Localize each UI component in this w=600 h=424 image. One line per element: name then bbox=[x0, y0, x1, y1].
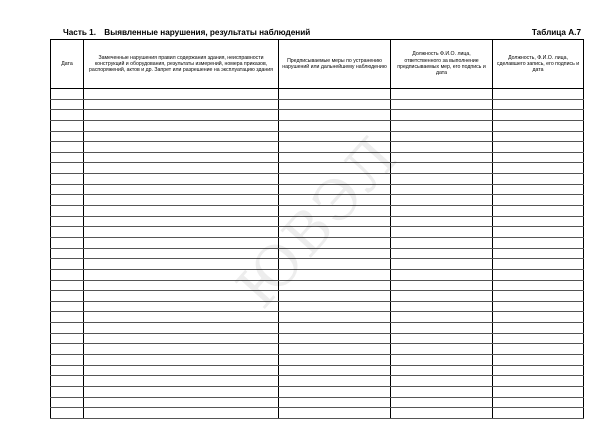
table-cell bbox=[391, 206, 493, 217]
violations-table bbox=[50, 39, 584, 419]
watermark: ЮВЭЛ bbox=[224, 124, 411, 321]
table-cell bbox=[493, 89, 584, 100]
table-cell bbox=[493, 184, 584, 195]
table-cell bbox=[51, 291, 84, 302]
table-cell bbox=[493, 269, 584, 280]
table-cell bbox=[51, 237, 84, 248]
table-cell bbox=[84, 216, 279, 227]
table-cell bbox=[493, 280, 584, 291]
column-header-measures: Предписываемые меры по устранению нарушений или дальнейшему наблюдению bbox=[279, 40, 391, 89]
table-cell bbox=[84, 163, 279, 174]
table-cell bbox=[279, 312, 391, 323]
table-cell bbox=[279, 365, 391, 376]
table-cell bbox=[279, 174, 391, 185]
table-cell bbox=[84, 195, 279, 206]
table-cell bbox=[279, 110, 391, 121]
table-row bbox=[51, 291, 584, 302]
table-row bbox=[51, 206, 584, 217]
table-cell bbox=[51, 163, 84, 174]
table-cell bbox=[279, 269, 391, 280]
table-cell bbox=[51, 397, 84, 408]
table-cell bbox=[84, 269, 279, 280]
table-cell bbox=[391, 269, 493, 280]
table-cell bbox=[493, 131, 584, 142]
table-cell bbox=[493, 99, 584, 110]
table-row bbox=[51, 131, 584, 142]
table-cell bbox=[391, 237, 493, 248]
table-cell bbox=[279, 216, 391, 227]
table-cell bbox=[493, 174, 584, 185]
table-cell bbox=[51, 195, 84, 206]
table-cell bbox=[493, 344, 584, 355]
table-cell bbox=[493, 355, 584, 366]
table-cell bbox=[51, 110, 84, 121]
table-cell bbox=[391, 184, 493, 195]
table-cell bbox=[51, 152, 84, 163]
table-cell bbox=[493, 312, 584, 323]
table-row bbox=[51, 408, 584, 419]
table-cell bbox=[493, 142, 584, 153]
table-cell bbox=[84, 259, 279, 270]
table-row bbox=[51, 89, 584, 100]
table-cell bbox=[84, 291, 279, 302]
table-cell bbox=[493, 195, 584, 206]
table-cell bbox=[391, 355, 493, 366]
table-cell bbox=[51, 386, 84, 397]
table-cell bbox=[279, 131, 391, 142]
table-row bbox=[51, 184, 584, 195]
table-cell bbox=[279, 152, 391, 163]
table-cell bbox=[51, 227, 84, 238]
table-cell bbox=[391, 280, 493, 291]
table-row bbox=[51, 216, 584, 227]
table-cell bbox=[51, 344, 84, 355]
table-cell bbox=[493, 216, 584, 227]
table-cell bbox=[84, 142, 279, 153]
table-cell bbox=[391, 323, 493, 334]
table-row bbox=[51, 269, 584, 280]
table-cell bbox=[391, 227, 493, 238]
table-cell bbox=[279, 301, 391, 312]
table-row bbox=[51, 397, 584, 408]
table-number: Таблица А.7 bbox=[531, 28, 581, 37]
table-cell bbox=[493, 206, 584, 217]
table-cell bbox=[493, 408, 584, 419]
table-cell bbox=[84, 301, 279, 312]
table-cell bbox=[279, 237, 391, 248]
table-cell bbox=[51, 142, 84, 153]
table-cell bbox=[493, 120, 584, 131]
table-cell bbox=[279, 163, 391, 174]
table-cell bbox=[279, 89, 391, 100]
table-cell bbox=[391, 99, 493, 110]
table-row bbox=[51, 248, 584, 259]
table-cell bbox=[279, 142, 391, 153]
table-cell bbox=[84, 89, 279, 100]
table-cell bbox=[493, 259, 584, 270]
table-cell bbox=[279, 333, 391, 344]
table-row bbox=[51, 344, 584, 355]
table-cell bbox=[51, 408, 84, 419]
table-cell bbox=[51, 312, 84, 323]
table-cell bbox=[51, 206, 84, 217]
table-cell bbox=[279, 120, 391, 131]
table-row bbox=[51, 120, 584, 131]
table-cell bbox=[493, 237, 584, 248]
table-cell bbox=[391, 142, 493, 153]
table-row bbox=[51, 323, 584, 334]
table-cell bbox=[391, 386, 493, 397]
table-row bbox=[51, 355, 584, 366]
table-body bbox=[51, 89, 584, 419]
table-cell bbox=[51, 89, 84, 100]
table-row bbox=[51, 163, 584, 174]
table-row bbox=[51, 376, 584, 387]
table-cell bbox=[84, 280, 279, 291]
table-cell bbox=[84, 131, 279, 142]
table-cell bbox=[391, 110, 493, 121]
table-cell bbox=[84, 333, 279, 344]
table-cell bbox=[84, 344, 279, 355]
table-cell bbox=[279, 227, 391, 238]
column-header-responsible: Должность Ф.И.О. лица, ответственного за выполнение предписываемых мер, его подпись и дата bbox=[391, 40, 493, 89]
table-cell bbox=[51, 259, 84, 270]
table-cell bbox=[391, 301, 493, 312]
column-header-date: Дата bbox=[51, 40, 84, 89]
table-cell bbox=[279, 184, 391, 195]
table-cell bbox=[84, 386, 279, 397]
table-row bbox=[51, 301, 584, 312]
table-cell bbox=[84, 355, 279, 366]
table-cell bbox=[51, 248, 84, 259]
table-cell bbox=[391, 131, 493, 142]
table-cell bbox=[493, 365, 584, 376]
table-cell bbox=[84, 184, 279, 195]
table-row bbox=[51, 259, 584, 270]
table-cell bbox=[84, 323, 279, 334]
table-cell bbox=[51, 365, 84, 376]
table-cell bbox=[279, 280, 391, 291]
table-cell bbox=[391, 365, 493, 376]
table-cell bbox=[279, 259, 391, 270]
table-cell bbox=[493, 291, 584, 302]
table-cell bbox=[84, 248, 279, 259]
table-cell bbox=[51, 355, 84, 366]
table-cell bbox=[51, 269, 84, 280]
table-cell bbox=[279, 248, 391, 259]
table-cell bbox=[279, 195, 391, 206]
table-row bbox=[51, 110, 584, 121]
table-cell bbox=[51, 184, 84, 195]
table-cell bbox=[391, 376, 493, 387]
table-cell bbox=[391, 174, 493, 185]
table-cell bbox=[51, 216, 84, 227]
table-cell bbox=[84, 99, 279, 110]
table-row bbox=[51, 386, 584, 397]
section-title: Выявленные нарушения, результаты наблюдений bbox=[104, 28, 311, 37]
table-cell bbox=[84, 227, 279, 238]
table-row bbox=[51, 312, 584, 323]
table-cell bbox=[84, 174, 279, 185]
table-cell bbox=[279, 206, 391, 217]
table-cell bbox=[279, 355, 391, 366]
column-header-recorder: Должность, Ф.И.О. лица, сделавшего запись, его подпись и дата bbox=[493, 40, 584, 89]
table-cell bbox=[279, 291, 391, 302]
table-cell bbox=[279, 323, 391, 334]
table-row bbox=[51, 152, 584, 163]
table-cell bbox=[391, 344, 493, 355]
table-cell bbox=[279, 99, 391, 110]
table-cell bbox=[84, 376, 279, 387]
table-cell bbox=[51, 280, 84, 291]
table-cell bbox=[279, 386, 391, 397]
table-cell bbox=[493, 397, 584, 408]
table-cell bbox=[51, 99, 84, 110]
table-cell bbox=[391, 89, 493, 100]
table-cell bbox=[84, 120, 279, 131]
table-cell bbox=[279, 408, 391, 419]
table-cell bbox=[493, 333, 584, 344]
table-cell bbox=[51, 323, 84, 334]
table-header-row bbox=[51, 40, 584, 89]
table-cell bbox=[84, 408, 279, 419]
table-cell bbox=[493, 323, 584, 334]
table-cell bbox=[51, 131, 84, 142]
table-cell bbox=[493, 301, 584, 312]
page-heading bbox=[63, 28, 310, 37]
table-cell bbox=[391, 408, 493, 419]
table-row bbox=[51, 195, 584, 206]
table-cell bbox=[493, 376, 584, 387]
table-cell bbox=[84, 152, 279, 163]
table-cell bbox=[51, 376, 84, 387]
table-row bbox=[51, 365, 584, 376]
table-cell bbox=[279, 344, 391, 355]
table-cell bbox=[493, 248, 584, 259]
table-cell bbox=[493, 152, 584, 163]
table-cell bbox=[391, 397, 493, 408]
table-cell bbox=[84, 110, 279, 121]
table-cell bbox=[391, 312, 493, 323]
table-cell bbox=[84, 312, 279, 323]
table-cell bbox=[391, 291, 493, 302]
table-cell bbox=[391, 152, 493, 163]
table-cell bbox=[84, 237, 279, 248]
table-row bbox=[51, 237, 584, 248]
part-label: Часть 1. bbox=[63, 28, 97, 37]
table-cell bbox=[51, 120, 84, 131]
table-cell bbox=[279, 397, 391, 408]
table-cell bbox=[391, 120, 493, 131]
table-row bbox=[51, 333, 584, 344]
table-row bbox=[51, 227, 584, 238]
table-cell bbox=[493, 110, 584, 121]
table-row bbox=[51, 174, 584, 185]
table-cell bbox=[84, 206, 279, 217]
column-header-violations: Замеченные нарушения правил содержания здания, неисправности конструкций и оборудования, результаты измерений, номера приказов, распоряжений, актов и др. Запрет или разрешение на эксплуатацию здания bbox=[84, 40, 279, 89]
table-cell bbox=[391, 259, 493, 270]
table-cell bbox=[391, 216, 493, 227]
table-cell bbox=[84, 365, 279, 376]
table-cell bbox=[391, 163, 493, 174]
table-cell bbox=[51, 333, 84, 344]
table-row bbox=[51, 280, 584, 291]
table-row bbox=[51, 142, 584, 153]
table-cell bbox=[493, 163, 584, 174]
table-cell bbox=[493, 227, 584, 238]
table-cell bbox=[84, 397, 279, 408]
table-cell bbox=[391, 195, 493, 206]
table-cell bbox=[493, 386, 584, 397]
table-cell bbox=[279, 376, 391, 387]
table-cell bbox=[391, 248, 493, 259]
table-cell bbox=[51, 174, 84, 185]
table-cell bbox=[391, 333, 493, 344]
table-row bbox=[51, 99, 584, 110]
table-cell bbox=[51, 301, 84, 312]
